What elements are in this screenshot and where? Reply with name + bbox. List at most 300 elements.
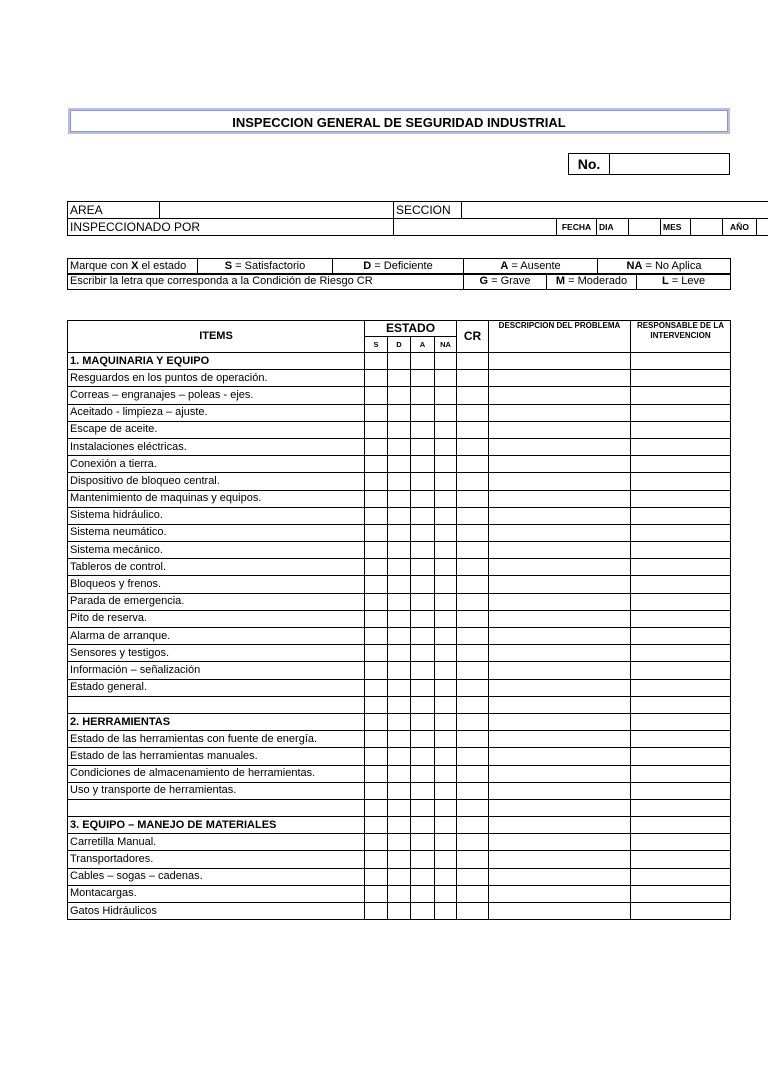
responsable-cell[interactable] — [631, 456, 731, 473]
estado-d-cell[interactable] — [388, 456, 411, 473]
descripcion-cell[interactable] — [489, 628, 631, 645]
estado-s-cell[interactable] — [365, 387, 388, 404]
descripcion-cell[interactable] — [489, 679, 631, 696]
legend-deficiente: D = Deficiente — [333, 259, 464, 275]
item-label: Alarma de arranque. — [68, 628, 365, 645]
estado-a-cell[interactable] — [411, 782, 435, 799]
estado-na-cell[interactable] — [435, 713, 457, 730]
estado-a-cell[interactable] — [411, 438, 435, 455]
header-cr: CR — [457, 321, 489, 353]
legend-satisfactorio: S = Satisfactorio — [198, 259, 333, 275]
descripcion-cell[interactable] — [489, 903, 631, 920]
estado-d-cell[interactable] — [388, 473, 411, 490]
estado-s-cell[interactable] — [365, 473, 388, 490]
estado-a-cell[interactable] — [411, 559, 435, 576]
responsable-cell[interactable] — [631, 507, 731, 524]
descripcion-cell[interactable] — [489, 576, 631, 593]
table-row — [68, 507, 731, 524]
descripcion-cell[interactable] — [489, 885, 631, 902]
header-d: D — [388, 337, 411, 353]
estado-a-cell[interactable] — [411, 679, 435, 696]
descripcion-cell[interactable] — [489, 713, 631, 730]
estado-d-cell[interactable] — [388, 748, 411, 765]
item-label: Estado de las herramientas con fuente de energía. — [68, 731, 365, 748]
estado-s-cell[interactable] — [365, 782, 388, 799]
estado-s-cell[interactable] — [365, 507, 388, 524]
cr-cell[interactable] — [457, 799, 489, 816]
estado-d-cell[interactable] — [388, 576, 411, 593]
estado-d-cell[interactable] — [388, 559, 411, 576]
cr-cell[interactable] — [457, 542, 489, 559]
estado-s-cell[interactable] — [365, 903, 388, 920]
estado-s-cell[interactable] — [365, 353, 388, 370]
descripcion-cell[interactable] — [489, 834, 631, 851]
descripcion-cell[interactable] — [489, 696, 631, 713]
estado-s-cell[interactable] — [365, 851, 388, 868]
cr-cell[interactable] — [457, 868, 489, 885]
table-row — [68, 490, 731, 507]
table-row — [68, 524, 731, 541]
estado-d-cell[interactable] — [388, 404, 411, 421]
inspection-table — [67, 320, 731, 920]
estado-s-cell[interactable] — [365, 696, 388, 713]
section-row — [68, 353, 731, 370]
cr-cell[interactable] — [457, 370, 489, 387]
header-items: ITEMS — [68, 321, 365, 353]
cr-cell[interactable] — [457, 645, 489, 662]
estado-d-cell[interactable] — [388, 628, 411, 645]
estado-na-cell[interactable] — [435, 696, 457, 713]
descripcion-cell[interactable] — [489, 559, 631, 576]
table-row — [68, 851, 731, 868]
responsable-cell[interactable] — [631, 799, 731, 816]
responsable-cell[interactable] — [631, 610, 731, 627]
estado-d-cell[interactable] — [388, 662, 411, 679]
cr-cell[interactable] — [457, 851, 489, 868]
cr-cell[interactable] — [457, 421, 489, 438]
estado-a-cell[interactable] — [411, 645, 435, 662]
estado-a-cell[interactable] — [411, 817, 435, 834]
estado-s-cell[interactable] — [365, 370, 388, 387]
cr-cell[interactable] — [457, 353, 489, 370]
descripcion-cell[interactable] — [489, 868, 631, 885]
cr-cell[interactable] — [457, 593, 489, 610]
cr-cell[interactable] — [457, 404, 489, 421]
table-row — [68, 421, 731, 438]
cr-cell[interactable] — [457, 456, 489, 473]
descripcion-cell[interactable] — [489, 507, 631, 524]
item-label: Instalaciones eléctricas. — [68, 438, 365, 455]
header-a: A — [411, 337, 435, 353]
responsable-cell[interactable] — [631, 713, 731, 730]
cr-cell[interactable] — [457, 387, 489, 404]
anio-label: AÑO — [723, 219, 757, 236]
descripcion-cell[interactable] — [489, 817, 631, 834]
estado-na-cell[interactable] — [435, 490, 457, 507]
estado-na-cell[interactable] — [435, 748, 457, 765]
title-box — [68, 108, 730, 134]
estado-s-cell[interactable] — [365, 885, 388, 902]
estado-na-cell[interactable] — [435, 576, 457, 593]
responsable-cell[interactable] — [631, 748, 731, 765]
estado-s-cell[interactable] — [365, 576, 388, 593]
descripcion-cell[interactable] — [489, 473, 631, 490]
estado-na-cell[interactable] — [435, 679, 457, 696]
estado-a-cell[interactable] — [411, 576, 435, 593]
estado-na-cell[interactable] — [435, 628, 457, 645]
table-row — [68, 748, 731, 765]
estado-d-cell[interactable] — [388, 731, 411, 748]
item-label: Estado de las herramientas manuales. — [68, 748, 365, 765]
responsable-cell[interactable] — [631, 628, 731, 645]
item-label: Estado general. — [68, 679, 365, 696]
item-label: Bloqueos y frenos. — [68, 576, 365, 593]
area-label: AREA — [68, 202, 160, 219]
estado-a-cell[interactable] — [411, 868, 435, 885]
estado-a-cell[interactable] — [411, 628, 435, 645]
estado-s-cell[interactable] — [365, 524, 388, 541]
estado-d-cell[interactable] — [388, 438, 411, 455]
descripcion-cell[interactable] — [489, 490, 631, 507]
estado-a-cell[interactable] — [411, 542, 435, 559]
table-row — [68, 593, 731, 610]
responsable-cell[interactable] — [631, 576, 731, 593]
responsable-cell[interactable] — [631, 851, 731, 868]
responsable-cell[interactable] — [631, 370, 731, 387]
estado-na-cell[interactable] — [435, 782, 457, 799]
estado-d-cell[interactable] — [388, 524, 411, 541]
estado-a-cell[interactable] — [411, 834, 435, 851]
cr-cell[interactable] — [457, 628, 489, 645]
estado-s-cell[interactable] — [365, 404, 388, 421]
seccion-field[interactable] — [462, 202, 768, 219]
estado-na-cell[interactable] — [435, 799, 457, 816]
estado-na-cell[interactable] — [435, 524, 457, 541]
estado-a-cell[interactable] — [411, 851, 435, 868]
responsable-cell[interactable] — [631, 353, 731, 370]
estado-s-cell[interactable] — [365, 542, 388, 559]
dia-field[interactable] — [629, 219, 661, 236]
estado-a-cell[interactable] — [411, 456, 435, 473]
descripcion-cell[interactable] — [489, 799, 631, 816]
estado-na-cell[interactable] — [435, 507, 457, 524]
estado-na-cell[interactable] — [435, 473, 457, 490]
blank-row — [68, 696, 731, 713]
dia-label: DIA — [597, 219, 629, 236]
cr-cell[interactable] — [457, 731, 489, 748]
estado-d-cell[interactable] — [388, 817, 411, 834]
section-row — [68, 817, 731, 834]
responsable-cell[interactable] — [631, 404, 731, 421]
descripcion-cell[interactable] — [489, 524, 631, 541]
estado-s-cell[interactable] — [365, 834, 388, 851]
estado-na-cell[interactable] — [435, 765, 457, 782]
descripcion-cell[interactable] — [489, 662, 631, 679]
estado-a-cell[interactable] — [411, 421, 435, 438]
estado-d-cell[interactable] — [388, 851, 411, 868]
mes-field[interactable] — [691, 219, 723, 236]
descripcion-cell[interactable] — [489, 610, 631, 627]
estado-a-cell[interactable] — [411, 473, 435, 490]
estado-s-cell[interactable] — [365, 421, 388, 438]
item-label: Mantenimiento de maquinas y equipos. — [68, 490, 365, 507]
number-box — [568, 153, 730, 175]
responsable-cell[interactable] — [631, 782, 731, 799]
cr-cell[interactable] — [457, 610, 489, 627]
cr-cell[interactable] — [457, 834, 489, 851]
descripcion-cell[interactable] — [489, 353, 631, 370]
cr-cell[interactable] — [457, 713, 489, 730]
estado-a-cell[interactable] — [411, 713, 435, 730]
responsable-cell[interactable] — [631, 662, 731, 679]
estado-d-cell[interactable] — [388, 885, 411, 902]
estado-d-cell[interactable] — [388, 490, 411, 507]
responsable-cell[interactable] — [631, 765, 731, 782]
estado-s-cell[interactable] — [365, 868, 388, 885]
legend-moderado: M = Moderado — [547, 274, 637, 290]
responsable-cell[interactable] — [631, 524, 731, 541]
estado-na-cell[interactable] — [435, 662, 457, 679]
estado-a-cell[interactable] — [411, 524, 435, 541]
estado-s-cell[interactable] — [365, 679, 388, 696]
estado-s-cell[interactable] — [365, 456, 388, 473]
estado-a-cell[interactable] — [411, 610, 435, 627]
responsable-cell[interactable] — [631, 696, 731, 713]
descripcion-cell[interactable] — [489, 731, 631, 748]
estado-s-cell[interactable] — [365, 799, 388, 816]
item-label: Sistema neumático. — [68, 524, 365, 541]
estado-a-cell[interactable] — [411, 490, 435, 507]
estado-d-cell[interactable] — [388, 542, 411, 559]
descripcion-cell[interactable] — [489, 851, 631, 868]
estado-na-cell[interactable] — [435, 438, 457, 455]
estado-a-cell[interactable] — [411, 885, 435, 902]
anio-field[interactable] — [757, 219, 768, 236]
cr-cell[interactable] — [457, 817, 489, 834]
descripcion-cell[interactable] — [489, 765, 631, 782]
table-row — [68, 782, 731, 799]
header-s: S — [365, 337, 388, 353]
estado-d-cell[interactable] — [388, 507, 411, 524]
estado-a-cell[interactable] — [411, 404, 435, 421]
descripcion-cell[interactable] — [489, 387, 631, 404]
number-label: No. — [569, 154, 610, 174]
responsable-cell[interactable] — [631, 834, 731, 851]
estado-a-cell[interactable] — [411, 370, 435, 387]
estado-a-cell[interactable] — [411, 353, 435, 370]
cr-cell[interactable] — [457, 748, 489, 765]
estado-d-cell[interactable] — [388, 370, 411, 387]
estado-na-cell[interactable] — [435, 456, 457, 473]
estado-d-cell[interactable] — [388, 782, 411, 799]
item-label: Condiciones de almacenamiento de herramientas. — [68, 765, 365, 782]
estado-a-cell[interactable] — [411, 765, 435, 782]
estado-d-cell[interactable] — [388, 696, 411, 713]
header-na: NA — [435, 337, 457, 353]
estado-s-cell[interactable] — [365, 593, 388, 610]
estado-d-cell[interactable] — [388, 593, 411, 610]
estado-d-cell[interactable] — [388, 868, 411, 885]
responsable-cell[interactable] — [631, 593, 731, 610]
cr-cell[interactable] — [457, 490, 489, 507]
descripcion-cell[interactable] — [489, 421, 631, 438]
responsable-cell[interactable] — [631, 387, 731, 404]
legend-escribir: Escribir la letra que corresponda a la Condición de Riesgo CR — [68, 274, 464, 290]
cr-cell[interactable] — [457, 696, 489, 713]
estado-na-cell[interactable] — [435, 542, 457, 559]
estado-na-cell[interactable] — [435, 903, 457, 920]
cr-cell[interactable] — [457, 765, 489, 782]
estado-a-cell[interactable] — [411, 593, 435, 610]
table-row — [68, 404, 731, 421]
estado-a-cell[interactable] — [411, 799, 435, 816]
legend-leve: L = Leve — [637, 274, 731, 290]
estado-na-cell[interactable] — [435, 834, 457, 851]
cr-cell[interactable] — [457, 559, 489, 576]
estado-na-cell[interactable] — [435, 885, 457, 902]
item-label: Correas – engranajes – poleas - ejes. — [68, 387, 365, 404]
estado-s-cell[interactable] — [365, 610, 388, 627]
responsable-cell[interactable] — [631, 903, 731, 920]
mes-label: MES — [661, 219, 691, 236]
responsable-cell[interactable] — [631, 421, 731, 438]
table-row — [68, 438, 731, 455]
estado-s-cell[interactable] — [365, 731, 388, 748]
item-label: Información – señalización — [68, 662, 365, 679]
responsable-cell[interactable] — [631, 868, 731, 885]
estado-s-cell[interactable] — [365, 438, 388, 455]
estado-d-cell[interactable] — [388, 713, 411, 730]
item-label: Sistema hidráulico. — [68, 507, 365, 524]
seccion-label: SECCION — [394, 202, 462, 219]
descripcion-cell[interactable] — [489, 593, 631, 610]
estado-d-cell[interactable] — [388, 387, 411, 404]
estado-a-cell[interactable] — [411, 903, 435, 920]
estado-na-cell[interactable] — [435, 731, 457, 748]
estado-na-cell[interactable] — [435, 610, 457, 627]
estado-s-cell[interactable] — [365, 817, 388, 834]
blank-row — [68, 799, 731, 816]
estado-d-cell[interactable] — [388, 765, 411, 782]
estado-na-cell[interactable] — [435, 593, 457, 610]
item-label: Sistema mecánico. — [68, 542, 365, 559]
cr-cell[interactable] — [457, 576, 489, 593]
estado-s-cell[interactable] — [365, 662, 388, 679]
estado-na-cell[interactable] — [435, 868, 457, 885]
descripcion-cell[interactable] — [489, 645, 631, 662]
estado-a-cell[interactable] — [411, 696, 435, 713]
estado-na-cell[interactable] — [435, 421, 457, 438]
item-label: Aceitado - limpieza – ajuste. — [68, 404, 365, 421]
descripcion-cell[interactable] — [489, 438, 631, 455]
estado-d-cell[interactable] — [388, 799, 411, 816]
responsable-cell[interactable] — [631, 645, 731, 662]
estado-s-cell[interactable] — [365, 628, 388, 645]
descripcion-cell[interactable] — [489, 748, 631, 765]
estado-na-cell[interactable] — [435, 851, 457, 868]
descripcion-cell[interactable] — [489, 456, 631, 473]
estado-na-cell[interactable] — [435, 404, 457, 421]
estado-a-cell[interactable] — [411, 387, 435, 404]
cr-cell[interactable] — [457, 782, 489, 799]
item-label: Carretilla Manual. — [68, 834, 365, 851]
item-label: Montacargas. — [68, 885, 365, 902]
fecha-label: FECHA — [557, 219, 597, 236]
table-row — [68, 559, 731, 576]
area-field[interactable] — [160, 202, 394, 219]
cr-cell[interactable] — [457, 679, 489, 696]
responsable-cell[interactable] — [631, 817, 731, 834]
table-row — [68, 765, 731, 782]
responsable-cell[interactable] — [631, 542, 731, 559]
cr-cell[interactable] — [457, 662, 489, 679]
legend-marque: Marque con X el estado — [68, 259, 198, 275]
responsable-cell[interactable] — [631, 679, 731, 696]
estado-s-cell[interactable] — [365, 559, 388, 576]
responsable-cell[interactable] — [631, 559, 731, 576]
estado-s-cell[interactable] — [365, 645, 388, 662]
estado-a-cell[interactable] — [411, 748, 435, 765]
estado-d-cell[interactable] — [388, 421, 411, 438]
descripcion-cell[interactable] — [489, 370, 631, 387]
estado-s-cell[interactable] — [365, 765, 388, 782]
estado-na-cell[interactable] — [435, 817, 457, 834]
cr-cell[interactable] — [457, 524, 489, 541]
estado-a-cell[interactable] — [411, 731, 435, 748]
estado-na-cell[interactable] — [435, 559, 457, 576]
cr-cell[interactable] — [457, 438, 489, 455]
table-row — [68, 387, 731, 404]
estado-na-cell[interactable] — [435, 387, 457, 404]
cr-cell[interactable] — [457, 903, 489, 920]
estado-na-cell[interactable] — [435, 370, 457, 387]
cr-cell[interactable] — [457, 507, 489, 524]
item-label: Pito de reserva. — [68, 610, 365, 627]
estado-s-cell[interactable] — [365, 490, 388, 507]
responsable-cell[interactable] — [631, 473, 731, 490]
estado-d-cell[interactable] — [388, 679, 411, 696]
responsable-cell[interactable] — [631, 731, 731, 748]
estado-a-cell[interactable] — [411, 507, 435, 524]
descripcion-cell[interactable] — [489, 542, 631, 559]
section-title: 3. EQUIPO – MANEJO DE MATERIALES — [68, 817, 365, 834]
estado-s-cell[interactable] — [365, 748, 388, 765]
estado-d-cell[interactable] — [388, 645, 411, 662]
cr-cell[interactable] — [457, 473, 489, 490]
estado-d-cell[interactable] — [388, 353, 411, 370]
estado-na-cell[interactable] — [435, 645, 457, 662]
descripcion-cell[interactable] — [489, 404, 631, 421]
table-row — [68, 370, 731, 387]
estado-d-cell[interactable] — [388, 903, 411, 920]
descripcion-cell[interactable] — [489, 782, 631, 799]
cr-cell[interactable] — [457, 885, 489, 902]
header-estado: ESTADO — [365, 321, 457, 337]
header-descripcion: DESCRIPCION DEL PROBLEMA — [489, 321, 631, 353]
estado-d-cell[interactable] — [388, 834, 411, 851]
estado-na-cell[interactable] — [435, 353, 457, 370]
responsable-cell[interactable] — [631, 490, 731, 507]
inspeccionado-por-field[interactable] — [394, 219, 557, 236]
estado-a-cell[interactable] — [411, 662, 435, 679]
responsable-cell[interactable] — [631, 885, 731, 902]
table-row — [68, 868, 731, 885]
estado-d-cell[interactable] — [388, 610, 411, 627]
inspeccionado-por-text: INSPECCIONADO POR — [70, 219, 201, 234]
responsable-cell[interactable] — [631, 438, 731, 455]
estado-s-cell[interactable] — [365, 713, 388, 730]
page-title: INSPECCION GENERAL DE SEGURIDAD INDUSTRIAL — [232, 115, 566, 130]
